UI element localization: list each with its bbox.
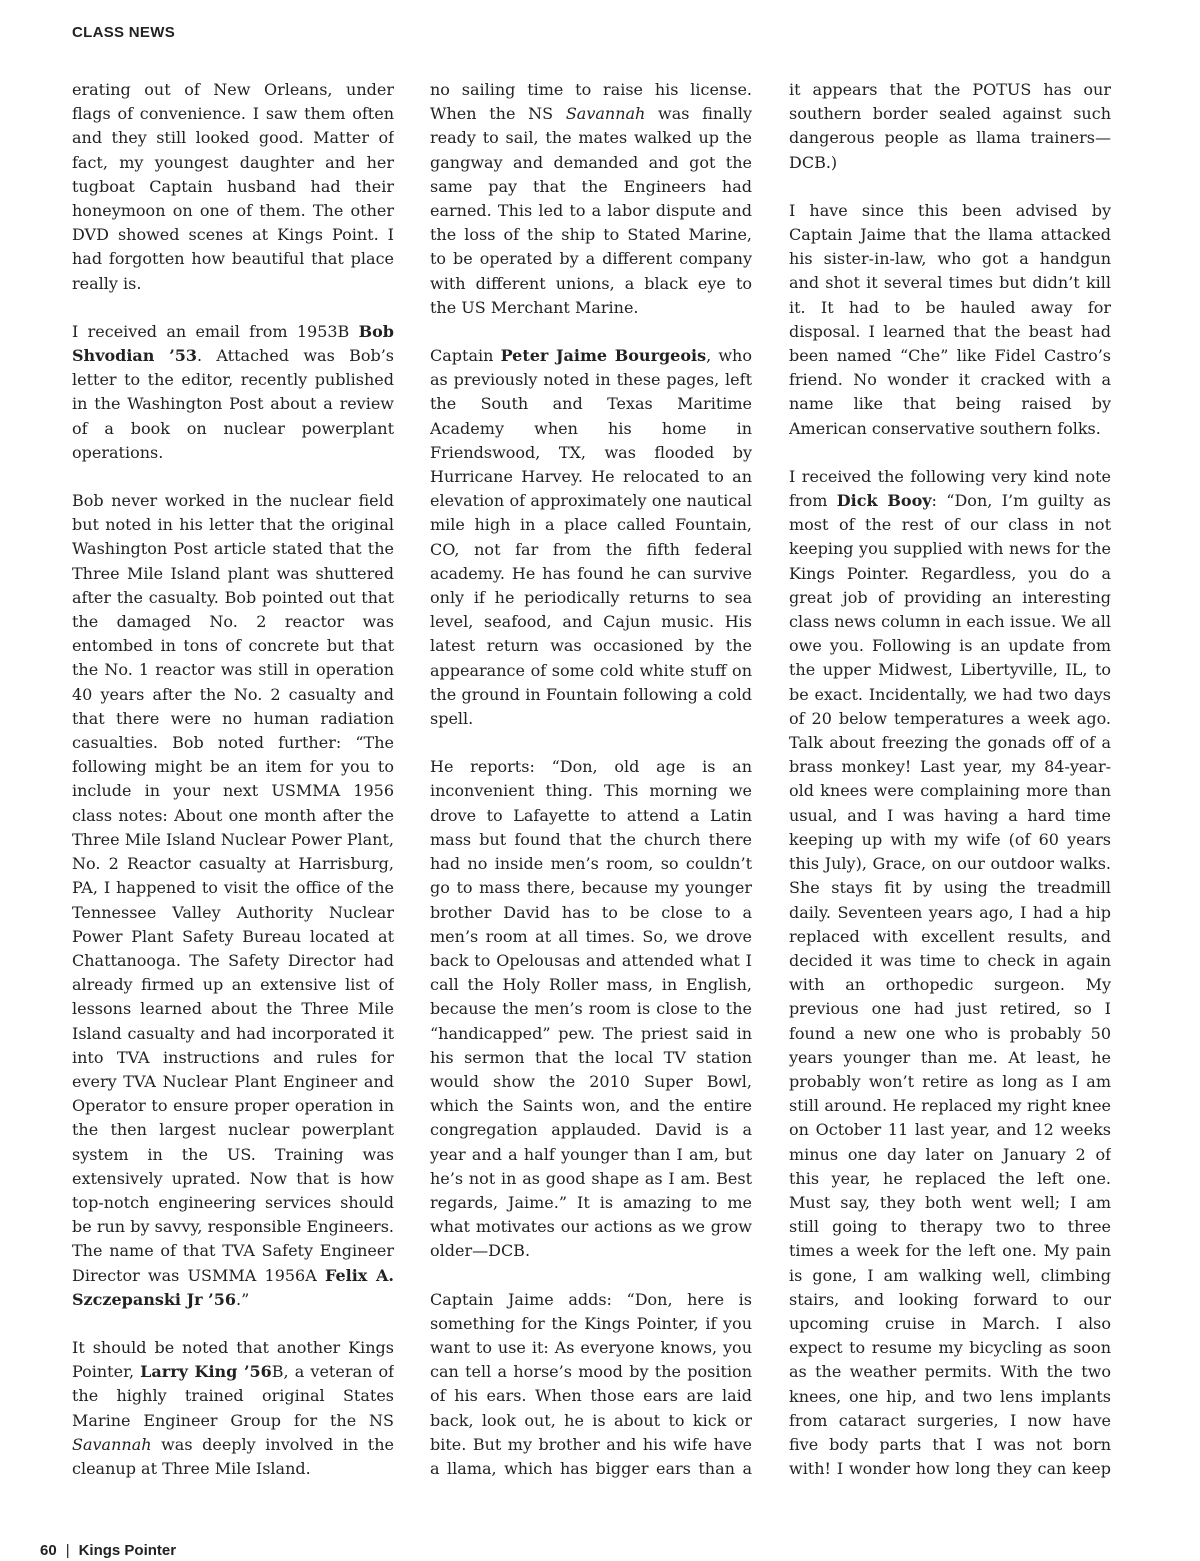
italic-text: Savannah — [565, 104, 646, 124]
page-footer — [40, 1541, 176, 1561]
article-paragraph — [789, 78, 1111, 175]
paragraph-text: Bob never worked in the nuclear field but noted in his letter that the original Washington Post article stated that the Three Mile Island plant was shuttered after the casualty. Bob pointed out that the damaged No. 2 reactor was entombed in tons of concrete but that the No. 1 reactor was still in operation 40 years after the No. 2 casualty and that there were no human radiation casualties. Bob noted further: “The following might be an item for you to include in your next USMMA 1956 class notes: About one month after the Three Mile Island Nuclear Power Plant, No. 2 Reactor casualty at Harrisburg, PA, I happened to visit the office of the Tennessee Valley Authority Nuclear Power Plant Safety Bureau located at Chattanooga. The Safety Director had already firmed up an extensive list of lessons learned about the Three Mile Island casualty and had incorporated it into TVA instructions and rules for every TVA Nuclear Plant Engineer and Operator to ensure proper operation in the then largest nuclear powerplant system in the US. Training was extensively uprated. Now that is how top-notch engineering services should be run by savvy, responsible Engineers. The name of that TVA Safety Engineer Director was USMMA 1956A — [72, 491, 394, 1285]
article-paragraph — [789, 199, 1111, 441]
paragraph-text: Captain Jaime adds: “Don, here is something for the Kings Pointer, if you want to use it: As everyone knows, you can tell a horse’s mood by the position of his ears. When those ears are laid back, look out, he is about to kick or bite. But my brother and his wife have a llama, which has bigger ears than a — [430, 1289, 752, 1478]
article-paragraph — [72, 489, 394, 1312]
section-header: CLASS NEWS — [72, 24, 176, 41]
name-highlight: Dick Booy — [836, 491, 932, 511]
text-column-2 — [430, 78, 752, 1480]
name-highlight: Larry King ’56 — [140, 1362, 272, 1382]
publication-name: Kings Pointer — [78, 1542, 177, 1559]
italic-text: Savannah — [72, 1434, 152, 1454]
paragraph-text: was deeply involved in the cleanup at Three Mile Island. — [72, 1434, 394, 1478]
article-paragraph — [72, 320, 394, 465]
page-number: 60 — [40, 1542, 57, 1559]
paragraph-text: B, a veteran of the highly trained original States Marine Engineer Group for the NS — [72, 1362, 394, 1430]
name-highlight: Peter Jaime Bourgeois — [500, 346, 707, 366]
paragraph-text: was finally ready to sail, the mates walked up the gangway and demanded and got the same pay that the Engineers had earned. This led to a labor dispute and the loss of the ship to Stated Marine, to be operated by a different company with different unions, a black eye to the US Merchant Marine. — [430, 104, 752, 317]
article-paragraph — [430, 344, 752, 731]
paragraph-text: .” — [235, 1289, 250, 1309]
paragraph-text: it appears that the POTUS has our southern border sealed against such dangerous people as llama trainers—DCB.) — [789, 80, 1111, 172]
paragraph-text: Captain — [430, 346, 501, 366]
paragraph-text: . Attached was Bob’s letter to the editor, recently published in the Washington Post about a review of a book on nuclear powerplant operations. — [72, 346, 394, 462]
article-paragraph — [430, 1288, 752, 1480]
text-column-3 — [789, 78, 1111, 1480]
paragraph-text: : “Don, I’m guilty as most of the rest of our class in not keeping you supplied with news for the Kings Pointer. Regardless, you do a great job of providing an interesting class news column in each issue. We all owe you. Following is an update from the upper Midwest, Libertyville, IL, to be exact. Incidentally, we had two days of 20 below temperatures a week ago. Talk about freezing the gonads off of a brass monkey! Last year, my 84-year-old knees were complaining more than usual, and I was having a hard time keeping up with my wife (of 60 years this July), Grace, on our outdoor walks. She stays fit by using the treadmill daily. Seventeen years ago, I had a hip replaced with excellent results, and decided it was time to check in again with an orthopedic surgeon. My previous one had just retired, so I found a new one who is probably 50 years younger than me. At least, he probably won’t retire as long as I am still around. He replaced my right knee on October 11 last year, and 12 weeks minus one day later on January 2 of this year, he replaced the left one. Must say, they both went well; I am still going to therapy two to three times a week for the left one. My pain is gone, I am walking well, climbing stairs, and looking forward to our upcoming cruise in March. I also expect to resume my bicycling as soon as the weather permits. With the two knees, one hip, and two lens implants from cataract surgeries, I now have five body parts that I was not born with! I wonder how long they can keep — [789, 491, 1111, 1479]
name-highlight: Bob Shvodian ’53 — [72, 321, 394, 366]
paragraph-text: It should be noted that another Kings Pointer, — [72, 1337, 394, 1382]
paragraph-text: erating out of New Orleans, under flags of convenience. I saw them often and they still looked good. Matter of fact, my youngest daughter and her tugboat Captain husband had their honeymoon on one of them. The other DVD showed scenes at Kings Point. I had forgotten how beautiful that place really is. — [72, 80, 394, 293]
paragraph-text: no sailing time to raise his license. When the NS — [430, 80, 752, 124]
article-paragraph — [72, 78, 394, 296]
article-paragraph — [789, 465, 1111, 1480]
footer-separator: | — [65, 1542, 70, 1559]
paragraph-text: , who as previously noted in these pages, left the South and Texas Maritime Academy when his home in Friendswood, TX, was flooded by Hurricane Harvey. He relocated to an elevation of approximately one nautical mile high in a place called Fountain, CO, not far from the fifth federal academy. He has found he can survive only if he periodically returns to sea level, seafood, and Cajun music. His latest return was occasioned by the appearance of some cold white stuff on the ground in Fountain following a cold spell. — [430, 346, 752, 729]
paragraph-text: I received an email from 1953B — [72, 321, 359, 341]
article-paragraph — [430, 78, 752, 320]
paragraph-text: He reports: “Don, old age is an inconvenient thing. This morning we drove to Lafayette to attend a Latin mass but found that the church there had no inside men’s room, so couldn’t go to mass there, because my younger brother David has to be close to a men’s room at all times. So, we drove back to Opelousas and attended what I call the Holy Roller mass, in English, because the men’s room is close to the “handicapped” pew. The priest said in his sermon that the local TV station would show the 2010 Super Bowl, which the Saints won, and the entire congregation applauded. David is a year and a half younger than I am, but he’s not in as good shape as I am. Best regards, Jaime.” It is amazing to me what motivates our actions as we grow older—DCB. — [430, 757, 752, 1261]
paragraph-text: I received the following very kind note from — [789, 466, 1111, 511]
paragraph-text: I have since this been advised by Captain Jaime that the llama attacked his sister-in-law, who got a handgun and shot it several times but didn’t kill it. It had to be hauled away for disposal. I learned that the beast had been named “Che” like Fidel Castro’s friend. No wonder it cracked with a name like that being raised by American conservative southern folks. — [789, 200, 1111, 438]
article-paragraph — [430, 755, 752, 1263]
article-paragraph — [72, 1336, 394, 1480]
name-highlight: Felix A. Szczepanski Jr ’56 — [72, 1265, 394, 1309]
text-column-1 — [72, 78, 394, 1480]
